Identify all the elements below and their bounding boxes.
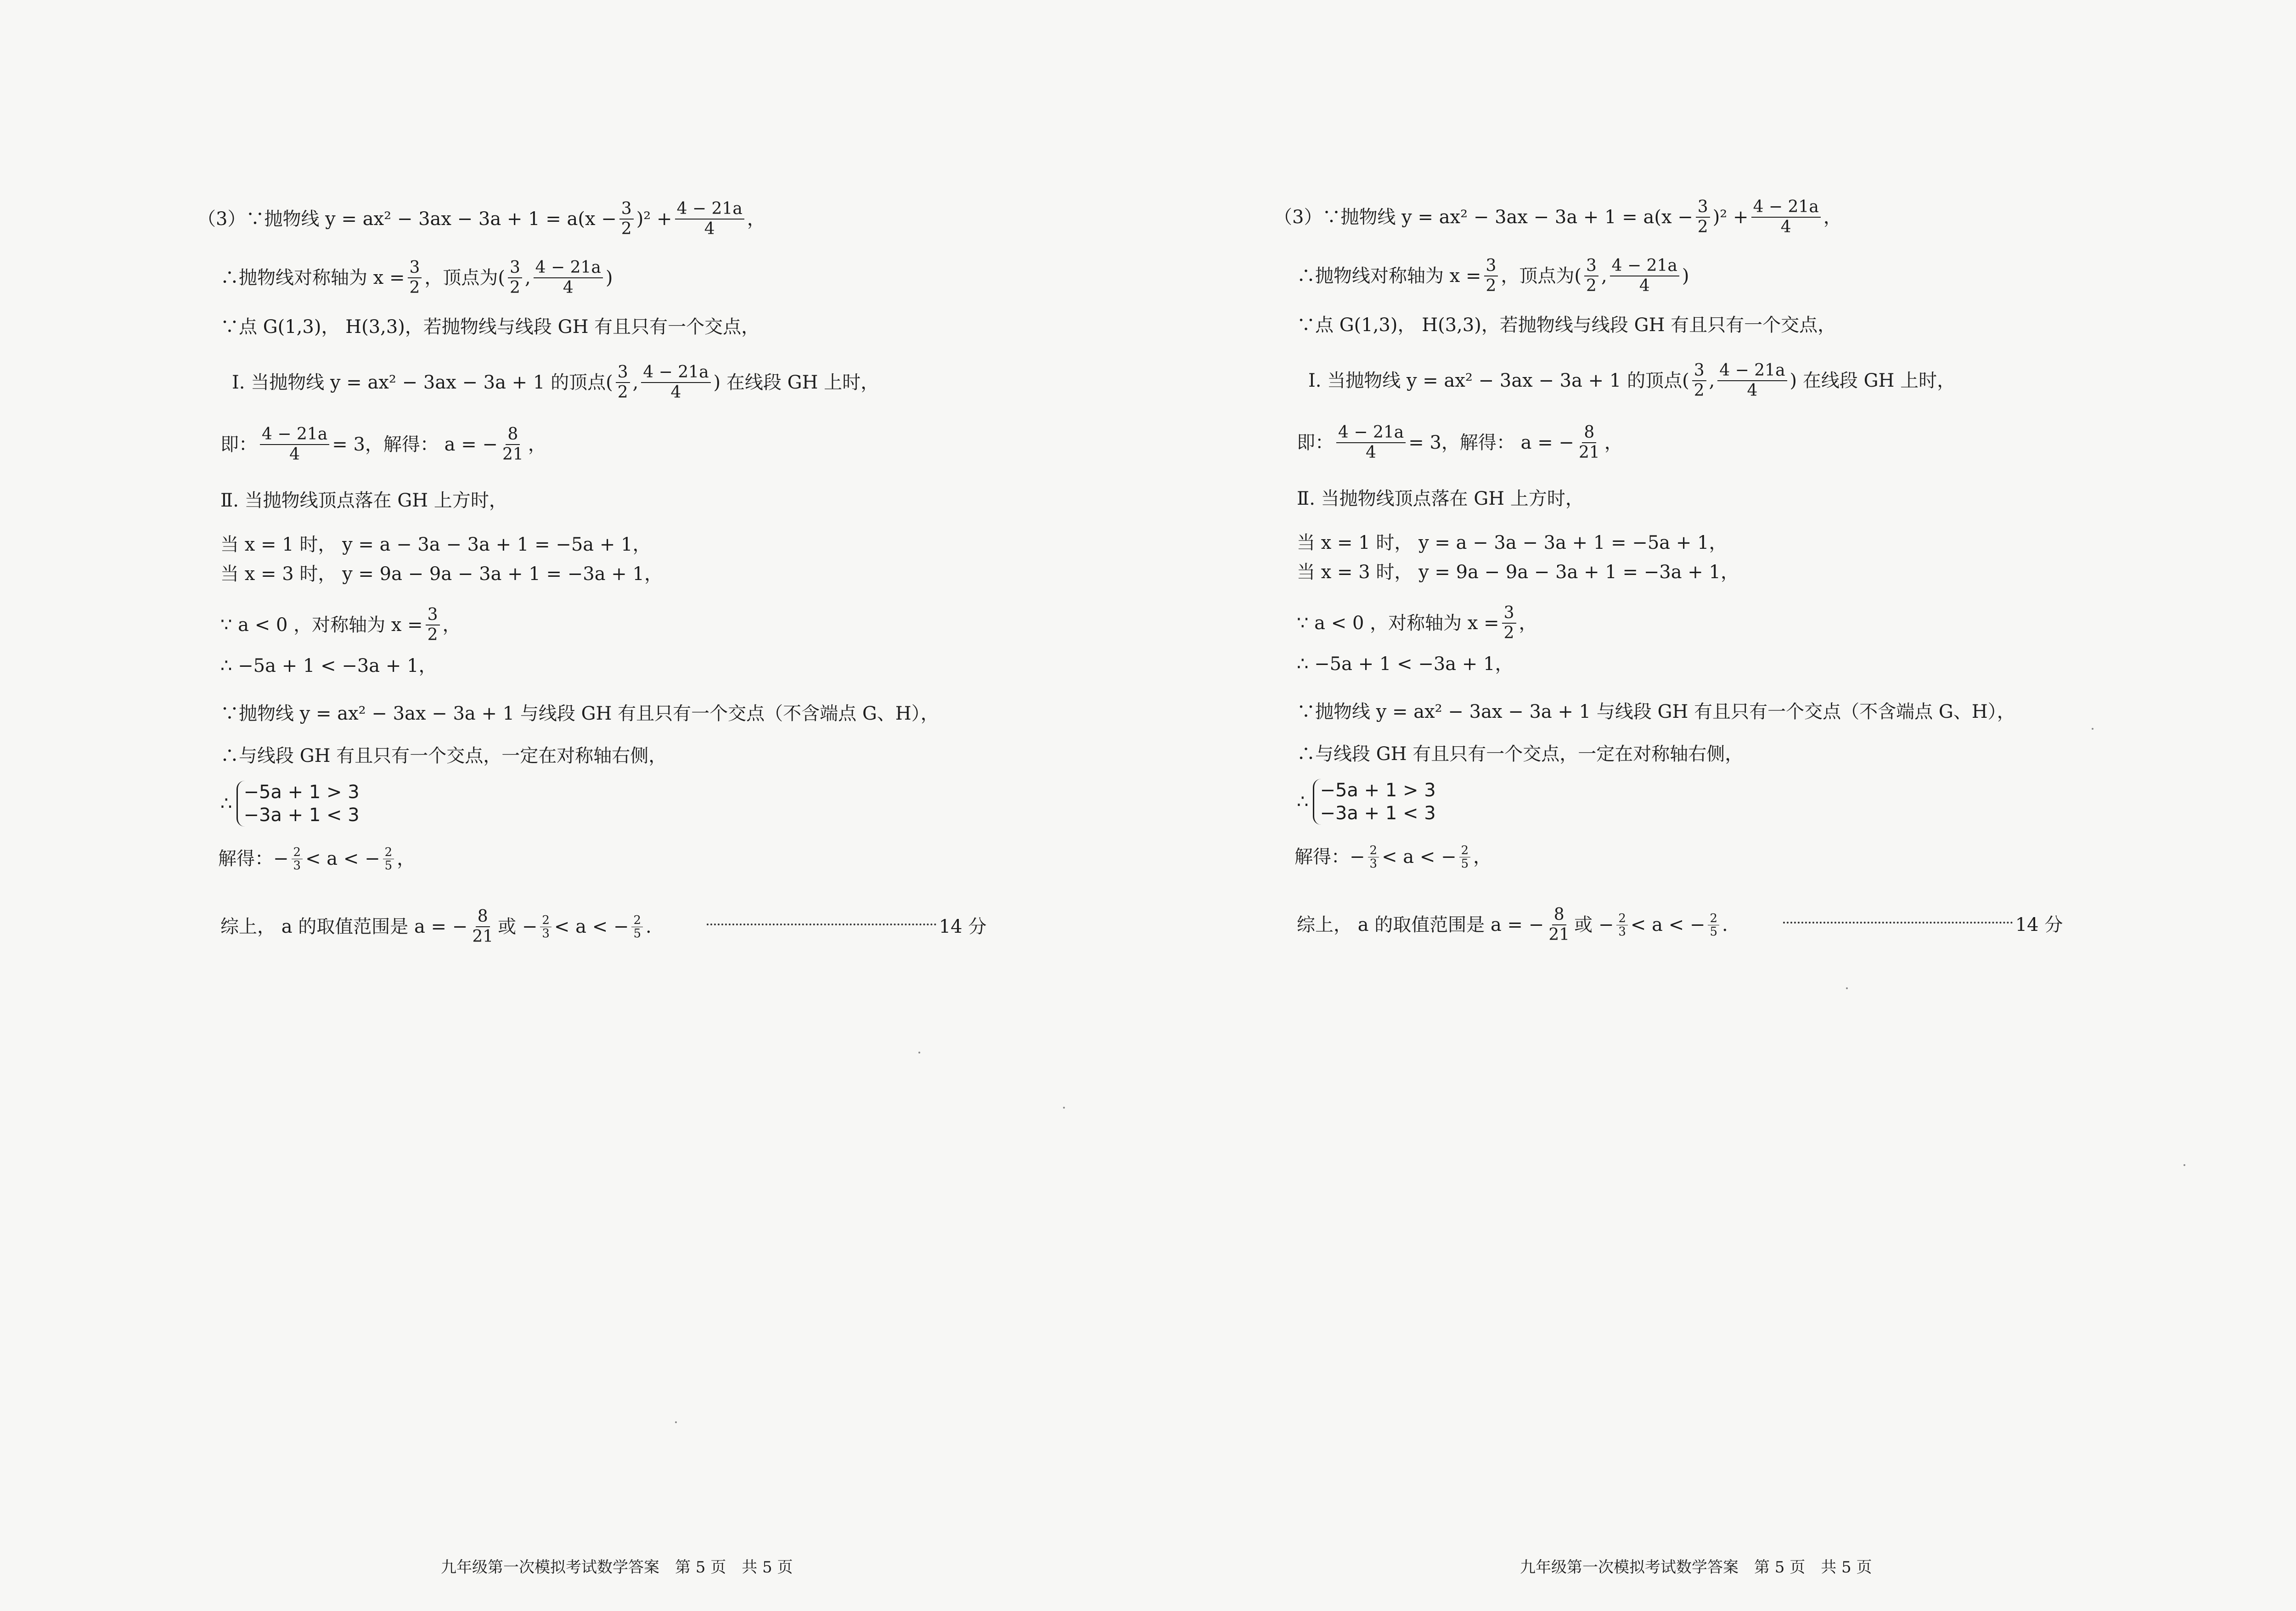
numerator: 2 [540,914,551,927]
scan-speck [675,1421,677,1423]
denominator: 2 [1697,218,1708,237]
text: . [1722,914,1728,935]
denominator: 5 [633,926,641,941]
text: 或 − [1574,914,1614,935]
denominator: 2 [1486,276,1497,295]
numerator: 8 [506,425,520,445]
scan-speck [2183,1164,2185,1166]
text: Ⅱ. 当抛物线顶点落在 GH 上方时， [220,490,507,511]
fraction [1708,912,1719,938]
text: 或 − [498,916,538,937]
denominator: 5 [384,858,393,873]
text: )² + [1712,207,1749,228]
fraction [1751,197,1821,237]
text: ， [442,614,461,636]
text: 当 x = 1 时， y = a − 3a − 3a + 1 = −5a + 1， [1297,532,1728,553]
score-label: 14 分 [939,916,987,937]
line-14 [1294,843,1491,871]
document-page-right [1076,0,2247,1611]
text: ∵点 G(1,3)， H(3,3)，若抛物线与线段 GH 有且只有一个交点， [1297,315,1836,336]
numerator: 4 − 21a [1751,197,1821,218]
page-footer: 九年级第一次模拟考试数学答案 第 5 页 共 5 页 [1520,1558,1872,1577]
line-3 [1297,311,1836,339]
numerator: 4 − 21a [1717,361,1787,381]
numerator: 3 [1696,197,1710,218]
denominator: 5 [1461,856,1469,871]
text: = 3，解得： a = − [1408,432,1574,453]
numerator: 3 [616,363,630,383]
score-leader-dots [707,924,936,925]
text: ， [528,434,546,455]
text: 即： [1297,432,1334,453]
line-13 [1297,777,1436,827]
numerator: 4 − 21a [534,258,603,278]
numerator: 3 [1692,361,1706,381]
text: ， [1604,432,1623,453]
inequality-system [1313,779,1435,825]
line-14 [218,845,415,873]
fraction [675,199,744,239]
line-1 [197,199,765,239]
numerator: 2 [1616,912,1628,925]
fraction [1502,603,1516,643]
denominator: 2 [1694,381,1705,400]
line-11 [220,700,939,727]
denominator: 4 [704,220,715,238]
text: ∴抛物线对称轴为 x = [1297,265,1481,287]
denominator: 4 [1747,381,1758,400]
text: < a < − [1382,846,1457,867]
denominator: 3 [542,926,550,941]
text: ∴ [220,793,232,814]
denominator: 4 [1366,443,1377,462]
text: ∵抛物线 y = ax² − 3ax − 3a + 1 与线段 GH 有且只有一个交点（不含端点 G、H）， [1297,701,2015,722]
fraction [408,258,422,298]
fraction [534,258,603,298]
numerator: 4 − 21a [641,363,710,383]
numerator: 4 − 21a [1336,423,1406,443]
line-13 [220,778,360,829]
denominator: 21 [472,927,494,946]
text: ∴ [1297,791,1309,812]
numerator: 8 [1582,423,1596,443]
line-7 [1297,529,1728,557]
text: 综上， a 的取值范围是 a = − [220,916,468,937]
line-2 [1297,256,1689,296]
fraction [1459,844,1471,870]
numerator: 3 [619,199,634,220]
fraction [1696,197,1710,237]
numerator: 8 [476,907,490,927]
numerator: 4 − 21a [1610,256,1679,276]
text: ∴与线段 GH 有且只有一个交点，一定在对称轴右侧， [220,745,667,766]
denominator: 4 [670,383,681,402]
fraction [260,425,329,464]
text: ∵ a < 0 ，对称轴为 x = [220,614,423,636]
text: , [524,267,531,288]
numerator: 8 [1552,905,1566,925]
inequality-2: −3a + 1 < 3 [1320,803,1436,824]
fraction [470,907,495,946]
text: ， [1519,613,1537,634]
text: Ⅰ. 当抛物线 y = ax² − 3ax − 3a + 1 的顶点( [1308,370,1689,391]
text: ) 在线段 GH 上时， [1790,370,1956,391]
text: 解得：− [1294,846,1365,867]
numerator: 2 [1368,844,1379,857]
denominator: 21 [1578,443,1600,462]
line-8 [1297,558,1739,586]
line-12 [220,742,667,770]
fraction [1368,844,1379,870]
text: )² + [636,208,672,230]
fraction [1577,423,1602,462]
fraction [1692,361,1706,400]
line-2 [220,258,613,298]
numerator: 4 − 21a [260,425,329,445]
text: ，顶点为( [424,267,506,288]
text: ， [1473,846,1492,867]
line-5 [1297,423,1623,462]
text: < a < − [554,916,629,937]
inequality-1: −5a + 1 > 3 [243,782,360,803]
text: ∴ −5a + 1 < −3a + 1， [1297,653,1514,675]
text: （3）∵抛物线 y = ax² − 3ax − 3a + 1 = a(x − [1274,207,1693,228]
text: 当 x = 3 时， y = 9a − 9a − 3a + 1 = −3a + 1， [1297,562,1739,583]
fraction [641,363,710,402]
fraction [1336,423,1406,462]
fraction [1717,361,1787,400]
fraction [1547,905,1571,945]
fraction [619,199,634,239]
text: 当 x = 1 时， y = a − 3a − 3a + 1 = −5a + 1， [220,534,651,555]
denominator: 3 [293,858,301,873]
fraction [508,258,522,298]
denominator: 21 [502,445,523,464]
fraction [631,914,643,940]
text: ) [1682,265,1689,287]
numerator: 2 [292,846,303,859]
line-12 [1297,740,1743,768]
text: = 3，解得： a = − [332,434,498,455]
denominator: 4 [1639,276,1650,295]
line-8 [220,560,663,588]
numerator: 3 [1502,603,1516,624]
denominator: 2 [510,278,520,297]
fraction [426,605,440,645]
text: ∴抛物线对称轴为 x = [220,267,405,288]
line-4 [1308,361,1955,400]
page-footer: 九年级第一次模拟考试数学答案 第 5 页 共 5 页 [441,1558,793,1577]
denominator: 2 [427,625,438,644]
fraction [383,846,394,872]
text: ∴ −5a + 1 < −3a + 1， [220,655,437,676]
text: ∵点 G(1,3)， H(3,3)，若抛物线与线段 GH 有且只有一个交点， [220,316,760,338]
numerator: 2 [1459,844,1471,857]
fraction [1584,256,1598,296]
text: , [1709,370,1715,391]
denominator: 21 [1548,925,1570,944]
text: Ⅱ. 当抛物线顶点落在 GH 上方时， [1297,488,1584,509]
fraction [540,914,551,940]
text: ， [397,848,416,869]
text: ) [605,267,613,288]
numerator: 3 [508,258,522,278]
text: ， [1823,207,1842,228]
scan-speck [1846,987,1848,989]
text: 综上， a 的取值范围是 a = − [1297,914,1544,935]
line-9 [1297,603,1537,643]
fraction [1616,912,1628,938]
line-15 [1297,905,2063,945]
line-9 [220,605,461,645]
fraction [1610,256,1679,296]
denominator: 3 [1618,924,1626,939]
text: Ⅰ. 当抛物线 y = ax² − 3ax − 3a + 1 的顶点( [232,372,613,393]
inequality-2: −3a + 1 < 3 [243,805,360,826]
fraction [616,363,630,402]
text: , [1601,265,1607,287]
denominator: 4 [289,445,300,464]
text: 当 x = 3 时， y = 9a − 9a − 3a + 1 = −3a + 1， [220,563,663,585]
fraction [501,425,525,464]
inequality-1: −5a + 1 > 3 [1320,780,1436,801]
inequality-system [236,781,359,827]
numerator: 4 − 21a [675,199,744,220]
text: < a < − [305,848,380,869]
text: 即： [220,434,257,455]
numerator: 3 [1584,256,1598,276]
line-15 [220,907,986,946]
denominator: 2 [617,383,628,402]
line-10 [220,652,437,680]
text: ∴与线段 GH 有且只有一个交点，一定在对称轴右侧， [1297,744,1744,765]
text: , [632,372,639,393]
numerator: 3 [426,605,440,625]
score-leader-dots [1783,922,2013,924]
scan-speck [2092,728,2093,730]
denominator: 4 [1780,218,1791,237]
scan-speck [1063,1107,1065,1109]
text: < a < − [1630,914,1705,935]
text: . [646,916,652,937]
numerator: 2 [1708,912,1719,925]
denominator: 5 [1710,924,1717,939]
fraction [292,846,303,872]
denominator: 2 [621,220,632,238]
line-6 [1297,485,1584,513]
line-1 [1274,197,1842,237]
line-4 [232,363,879,402]
numerator: 3 [408,258,422,278]
denominator: 3 [1369,856,1378,871]
text: ，顶点为( [1501,265,1582,287]
line-6 [220,487,507,514]
text: ∵抛物线 y = ax² − 3ax − 3a + 1 与线段 GH 有且只有一个交点（不含端点 G、H）， [220,703,939,724]
denominator: 2 [1503,624,1514,642]
denominator: 2 [409,278,420,297]
line-3 [220,313,760,341]
text: 解得：− [218,848,289,869]
fraction [1484,256,1498,296]
text: ， [747,208,765,230]
denominator: 2 [1586,276,1597,295]
numerator: 2 [383,846,394,859]
scan-speck [918,1052,920,1053]
line-10 [1297,650,1514,678]
line-5 [220,425,546,464]
denominator: 4 [563,278,574,297]
line-11 [1297,698,2015,726]
numerator: 2 [631,914,643,927]
text: ∵ a < 0 ，对称轴为 x = [1297,613,1499,634]
text: ) 在线段 GH 上时， [713,372,879,393]
line-7 [220,531,651,558]
text: （3）∵抛物线 y = ax² − 3ax − 3a + 1 = a(x − [197,208,617,230]
score-label: 14 分 [2015,914,2063,935]
numerator: 3 [1484,256,1498,276]
